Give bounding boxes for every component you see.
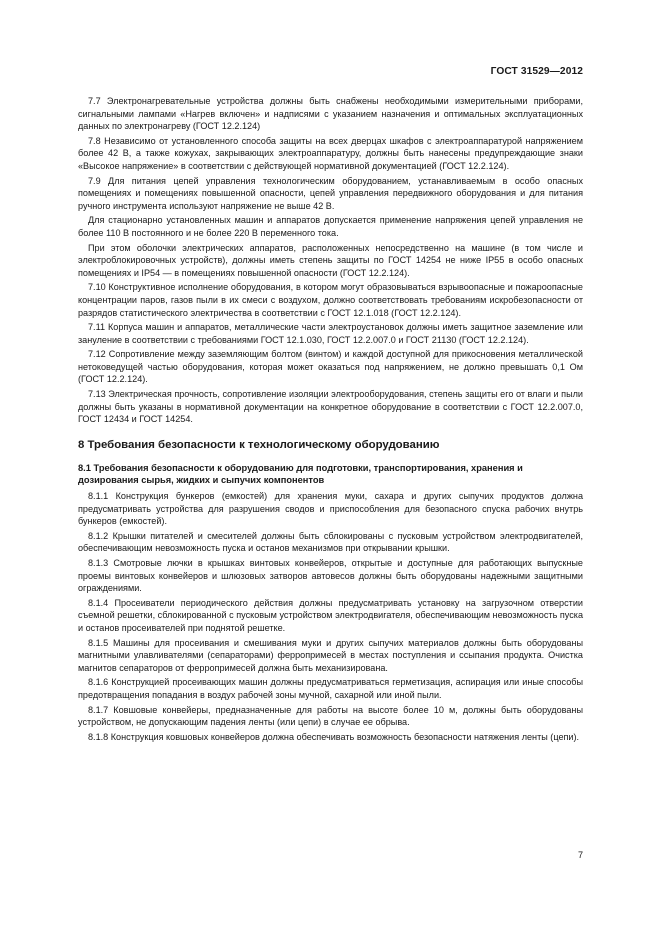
- paragraph-8-1-7: 8.1.7 Ковшовые конвейеры, предназначенные для работы на высоте более 10 м, должны быть оборудованы устройством, не допускающим падения ленты (или цепи) в случае ее обрыва.: [78, 704, 583, 728]
- paragraph-8-1-5: 8.1.5 Машины для просеивания и смешивания муки и других сыпучих материалов должны быть оборудованы магнитными улавливателями (сепараторами) ферропримесей в местах поступления и ссыпания продукта. Очистка магнитов сепараторов от ферропримесей должна быть механизирована.: [78, 637, 583, 673]
- paragraph-7-12: 7.12 Сопротивление между заземляющим болтом (винтом) и каждой доступной для прикосновения металлической нетоковедущей частью оборудования, которая может оказаться под напряжением, не должно превышать 0,1 Ом (ГОСТ 12.2.124).: [78, 349, 583, 385]
- paragraph-8-1-8: 8.1.8 Конструкция ковшовых конвейеров должна обеспечивать возможность безопасности натяжения ленты (цепи).: [88, 731, 580, 742]
- paragraph-7-9-enclosures: При этом оболочки электрических аппаратов, расположенных непосредственно на машине (в том числе и электроблокировочных устройств), должны иметь степень защиты по ГОСТ 14254 не ниже IP55 в особо опасных помещениях и IP54 — в помещениях повышенной опасности (ГОСТ 12.2.124).: [78, 242, 583, 278]
- paragraph-8-1-1: 8.1.1 Конструкция бункеров (емкостей) для хранения муки, сахара и других сыпучих продуктов должна предусматривать устройства для разрушения сводов и приспособления для безопасного спуска рабочих внутрь бункеров (емкостей).: [78, 491, 583, 527]
- section-heading: 8 Требования безопасности к технологическому оборудованию: [78, 438, 440, 451]
- document-body: [78, 95, 583, 745]
- paragraph-8-1-3: 8.1.3 Смотровые лючки в крышках винтовых конвейеров, открытые и доступные для работающих выпускные проемы винтовых конвейеров и шлюзовых затворов автовесов должны быть оборудованы надежными защитными ограждениями.: [78, 558, 583, 594]
- paragraph-7-8: 7.8 Независимо от установленного способа защиты на всех дверцах шкафов с электроаппаратурой напряжением более 42 В, а также кожухах, закрывающих электроаппаратуру, должны быть нанесены предупреждающие знаки «Высокое напряжение» в соответствии с действующей нормативной документацией (ГОСТ 12.2.124).: [78, 135, 583, 171]
- standard-header: ГОСТ 31529—2012: [490, 66, 583, 77]
- page-number: 7: [577, 850, 583, 860]
- paragraph-7-9: 7.9 Для питания цепей управления технологическим оборудованием, устанавливаемым в особо опасных помещениях и помещениях повышенной опасности, цепей управления передвижного оборудования и для питания ручного инструмента используют напряжение не выше 42 В.: [78, 175, 583, 211]
- paragraph-7-13: 7.13 Электрическая прочность, сопротивление изоляции электрооборудования, степень защиты его от влаги и пыли должны быть указаны в нормативной документации на конкретное оборудование в соответствии с ГОСТ 12.2.007.0, ГОСТ 12434 и ГОСТ 14254.: [78, 389, 583, 425]
- paragraph-8-1-6: 8.1.6 Конструкцией просеивающих машин должны предусматриваться герметизация, аспирация или иные способы предотвращения попадания в воздух рабочей зоны мучной, сахарной или иной пыли.: [78, 677, 583, 700]
- paragraph-7-9-control-voltage: Для стационарно установленных машин и аппаратов допускается применение напряжения цепей управления не более 110 В постоянного и не более 220 В переменного тока.: [78, 215, 583, 238]
- paragraph-8-1-2: 8.1.2 Крышки питателей и смесителей должны быть сблокированы с пусковым устройством электродвигателей, обеспечивающим невозможность пуска и останов механизмов при открывании крышки.: [78, 530, 583, 554]
- subsection-heading: 8.1 Требования безопасности к оборудованию для подготовки, транспортирования, хранения и дозирования сырья, жидких и сыпучих компонентов: [78, 462, 523, 486]
- paragraph-7-10: 7.10 Конструктивное исполнение оборудования, в котором могут образовываться взрывоопасные и пожароопасные концентрации паров, газов пыли в их смеси с воздухом, должно соответствовать требованиям искробезопасности от разрядов статистического электричества в соответствии с ГОСТ 12.1.018 (ГОСТ 12.2.124).: [78, 282, 583, 318]
- paragraph-8-1-4: 8.1.4 Просеиватели периодического действия должны предусматривать установку на загрузочном отверстии съемной решетки, сблокированной с пусковым устройством электродвигателя, обеспечивающим невозможность пуска и останов просеивателей при поднятой решетке.: [78, 597, 583, 633]
- paragraph-7-7: 7.7 Электронагревательные устройства должны быть снабжены необходимыми измерительными приборами, сигнальными лампами «Нагрев включен» и надписями с указанием назначения и оптимальных эксплуатационных данных по электронагреву (ГОСТ 12.2.124): [78, 96, 583, 132]
- paragraph-7-11: 7.11 Корпуса машин и аппаратов, металлические части электроустановок должны иметь защитное заземление или зануление в соответствии с требованиями ГОСТ 12.1.030, ГОСТ 12.2.007.0 и ГОСТ 21130 (ГОСТ 12.2.124).: [78, 322, 583, 345]
